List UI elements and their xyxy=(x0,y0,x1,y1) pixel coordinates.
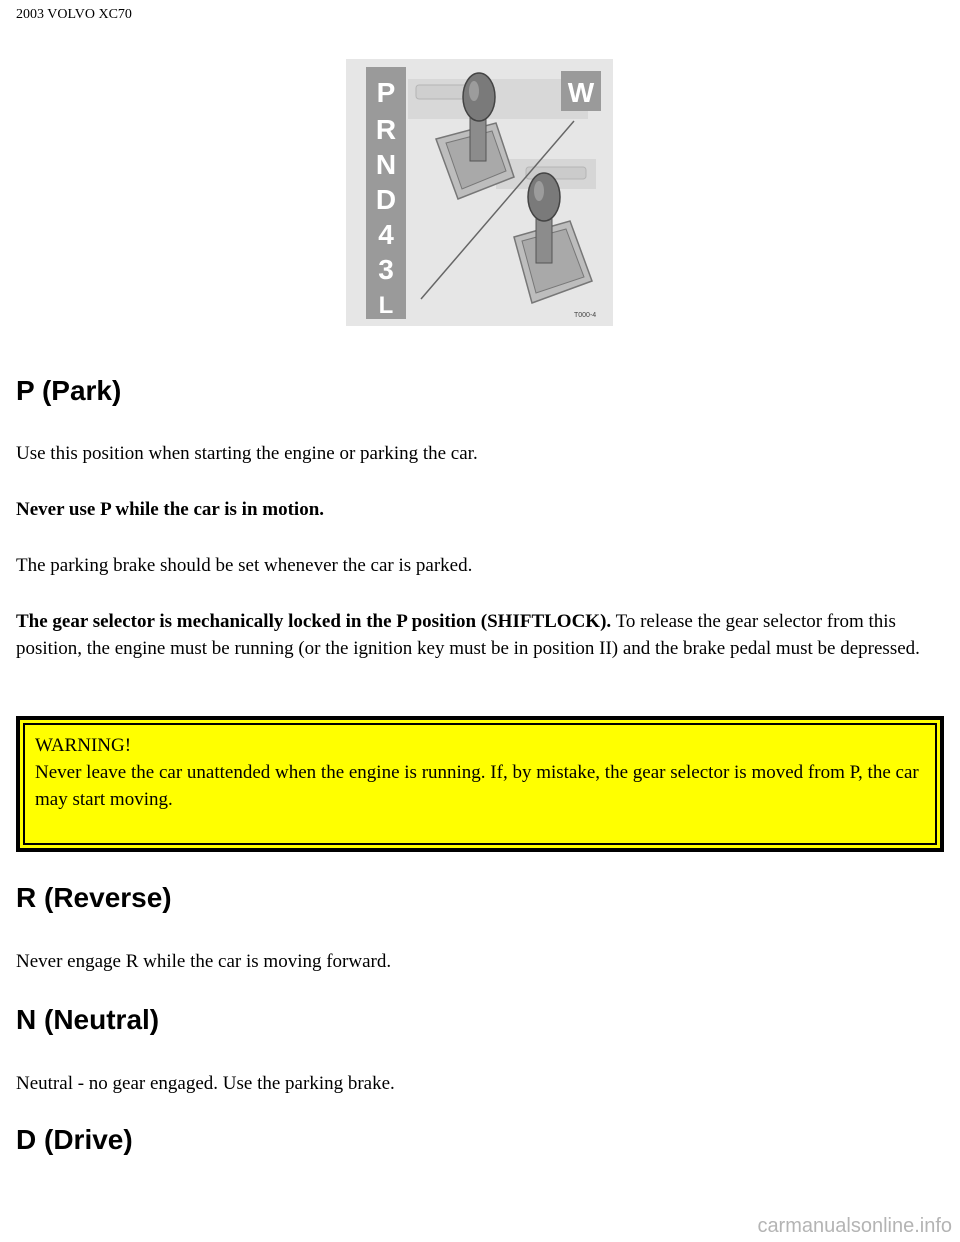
park-shiftlock-paragraph xyxy=(16,608,936,662)
gear-label-4: 4 xyxy=(378,219,394,250)
neutral-paragraph: Neutral - no gear engaged. Use the parking brake. xyxy=(16,1073,395,1094)
heading-drive: D (Drive) xyxy=(16,1124,133,1155)
park-paragraph-2: Never use P while the car is in motion. xyxy=(16,499,325,520)
warning-box xyxy=(16,716,944,852)
watermark: carmanualsonline.info xyxy=(757,1215,952,1237)
heading-park: P (Park) xyxy=(16,375,122,406)
heading-neutral: N (Neutral) xyxy=(16,1004,160,1035)
shiftlock-text: To release the gear selector from this position, the engine must be running (or the ignition key must be in position II) and the brake pedal must be depressed. xyxy=(16,611,920,659)
park-paragraph-3: The parking brake should be set whenever the car is parked. xyxy=(16,555,473,576)
gear-label-r: R xyxy=(375,114,397,145)
warning-box-inner xyxy=(23,723,937,845)
gear-label-3: 3 xyxy=(378,254,394,285)
warning-text: Never leave the car unattended when the engine is running. If, by mistake, the gear selector is moved from P, the car may start moving. xyxy=(35,762,919,810)
winter-button-label: W xyxy=(567,77,595,108)
gear-label-d: D xyxy=(375,184,397,215)
heading-reverse: R (Reverse) xyxy=(16,882,172,913)
gear-label-n: N xyxy=(375,149,397,180)
gear-label-l: L xyxy=(378,292,394,319)
gear-label-p: P xyxy=(376,77,396,108)
park-paragraph-1: Use this position when starting the engine or parking the car. xyxy=(16,443,478,464)
gear-selector-illustration xyxy=(346,59,613,326)
page-header: 2003 VOLVO XC70 xyxy=(16,7,132,22)
reverse-paragraph: Never engage R while the car is moving forward. xyxy=(16,951,392,972)
warning-title: WARNING! xyxy=(35,735,132,756)
shiftlock-bold-text: The gear selector is mechanically locked in the P position (SHIFTLOCK). xyxy=(16,611,612,632)
figure-code: T000-4 xyxy=(574,312,597,319)
